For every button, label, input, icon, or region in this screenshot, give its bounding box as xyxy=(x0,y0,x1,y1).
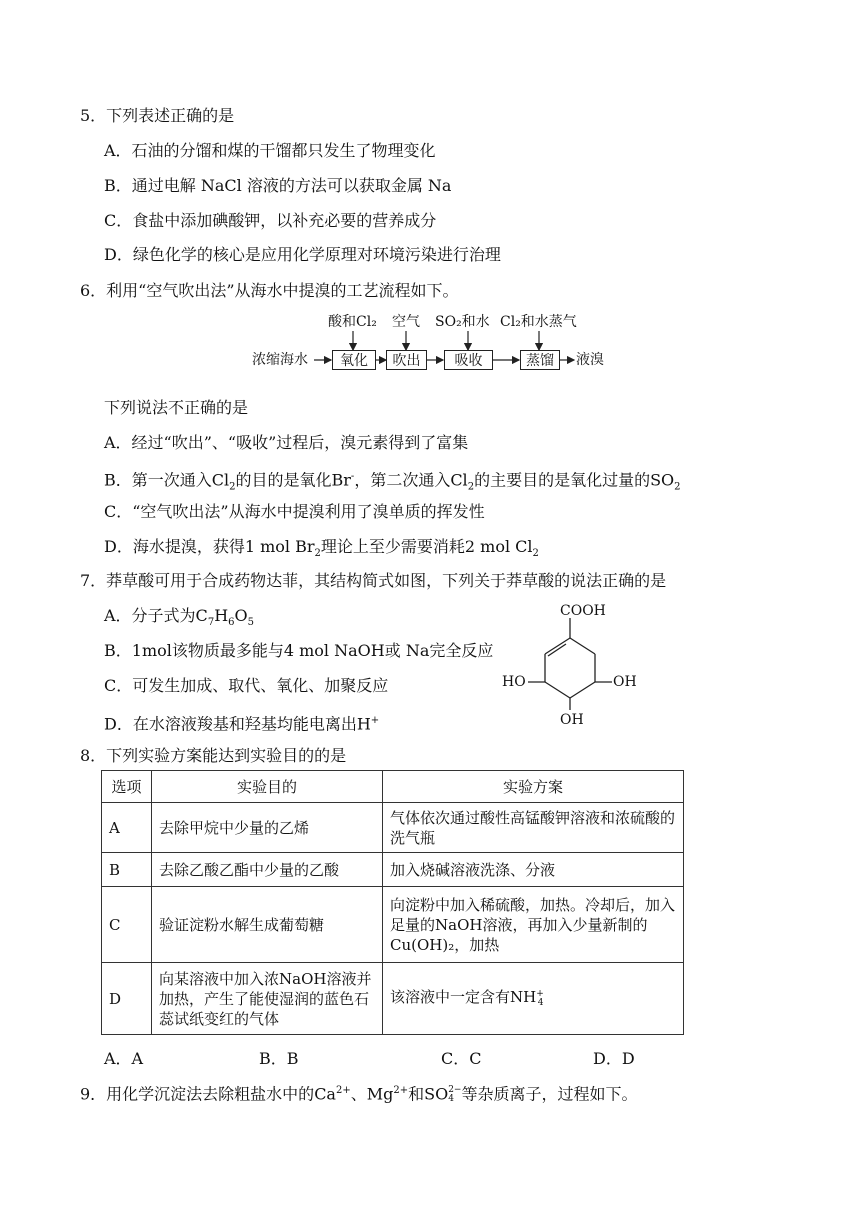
q5-option-a: A．石油的分馏和煤的干馏都只发生了物理变化 xyxy=(104,141,436,160)
reagent-2: 空气 xyxy=(392,314,420,330)
header-purpose: 实验目的 xyxy=(152,771,383,803)
row-option: A xyxy=(102,803,152,853)
table-row xyxy=(102,963,684,1035)
q7-option-a: A．分子式为$C_7H_6O_5$ xyxy=(104,606,255,629)
ho-left-label: HO xyxy=(502,674,526,690)
table-header-row xyxy=(102,771,684,803)
q5-option-b: B．通过电解 NaCl 溶液的方法可以获取金属 Na xyxy=(104,176,452,195)
row-plan: 气体依次通过酸性高锰酸钾溶液和浓硫酸的洗气瓶 xyxy=(383,803,684,853)
reagent-4: Cl₂和水蒸气 xyxy=(500,314,577,330)
q8-answer-d: D．D xyxy=(593,1049,635,1068)
q8-answer-b: B．B xyxy=(259,1049,299,1068)
step-box-distill: 蒸馏 xyxy=(520,350,560,370)
process-flow-diagram xyxy=(252,312,612,376)
q7-stem: 7．莽草酸可用于合成药物达菲，其结构简式如图，下列关于莽草酸的说法正确的是 xyxy=(80,571,667,590)
q8-stem: 8．下列实验方案能达到实验目的的是 xyxy=(80,746,347,765)
q7-option-c: C．可发生加成、取代、氧化、加聚反应 xyxy=(104,676,389,695)
row-option: B xyxy=(102,853,152,887)
flow-start: 浓缩海水 xyxy=(252,352,308,368)
row-plan: 该溶液中一定含有$NH^+_4$ xyxy=(383,963,684,1035)
q6-option-b: B．第一次通入$Cl_2$的目的是氧化Br-，第二次通入$Cl_2$的主要目的是氧化过量的$SO_2$ xyxy=(104,470,681,493)
row-option: C xyxy=(102,887,152,963)
row-purpose: 去除乙酸乙酯中少量的乙酸 xyxy=(152,853,383,887)
experiment-table xyxy=(101,770,684,1035)
flow-end: 液溴 xyxy=(576,352,604,368)
q6-sub-stem: 下列说法不正确的是 xyxy=(104,398,249,417)
q8-answer-c: C．C xyxy=(441,1049,482,1068)
row-purpose: 验证淀粉水解生成葡萄糖 xyxy=(152,887,383,963)
step-box-oxidation: 氧化 xyxy=(332,350,376,370)
table-row xyxy=(102,887,684,963)
q7-option-b: B．1mol该物质最多能与4 mol NaOH或 Na完全反应 xyxy=(104,641,494,660)
q7-option-d: D．在水溶液羧基和羟基均能电离出H+ xyxy=(104,714,380,734)
reagent-3: SO₂和水 xyxy=(435,314,490,330)
q6-option-a: A．经过“吹出”、“吸收”过程后，溴元素得到了富集 xyxy=(104,433,469,452)
q6-stem: 6．利用“空气吹出法”从海水中提溴的工艺流程如下。 xyxy=(80,281,459,300)
q5-option-d: D．绿色化学的核心是应用化学原理对环境污染进行治理 xyxy=(104,245,501,264)
oh-bottom-label: OH xyxy=(560,712,584,728)
reagent-1: 酸和Cl₂ xyxy=(328,314,377,330)
q5-stem: 5．下列表述正确的是 xyxy=(80,106,235,125)
step-box-absorb: 吸收 xyxy=(444,350,493,370)
table-row xyxy=(102,803,684,853)
step-box-blowout: 吹出 xyxy=(386,350,427,370)
table-row xyxy=(102,853,684,887)
q8-answer-a: A．A xyxy=(104,1049,144,1068)
row-plan: 加入烧碱溶液洗涤、分液 xyxy=(383,853,684,887)
header-option: 选项 xyxy=(102,771,152,803)
row-purpose: 向某溶液中加入浓NaOH溶液并加热，产生了能使湿润的蓝色石蕊试纸变红的气体 xyxy=(152,963,383,1035)
header-plan: 实验方案 xyxy=(383,771,684,803)
shikimic-acid-structure xyxy=(498,602,648,732)
cooh-label: COOH xyxy=(560,603,606,619)
row-option: D xyxy=(102,963,152,1035)
q9-stem: 9．用化学沉淀法去除粗盐水中的$Ca^{2+}$、$Mg^{2+}$和SO 2− 4 等杂质离子，过程如下。 xyxy=(80,1084,638,1104)
row-purpose: 去除甲烷中少量的乙烯 xyxy=(152,803,383,853)
q6-option-d: D．海水提溴，获得1 mol $Br_2$理论上至少需要消耗2 mol $Cl_2$ xyxy=(104,537,539,560)
q6-option-c: C．“空气吹出法”从海水中提溴利用了溴单质的挥发性 xyxy=(104,502,485,521)
oh-right-label: OH xyxy=(613,674,637,690)
q5-option-c: C．食盐中添加碘酸钾，以补充必要的营养成分 xyxy=(104,211,437,230)
row-plan: 向淀粉中加入稀硫酸，加热。冷却后，加入足量的NaOH溶液，再加入少量新制的Cu(OH)₂，加热 xyxy=(383,887,684,963)
